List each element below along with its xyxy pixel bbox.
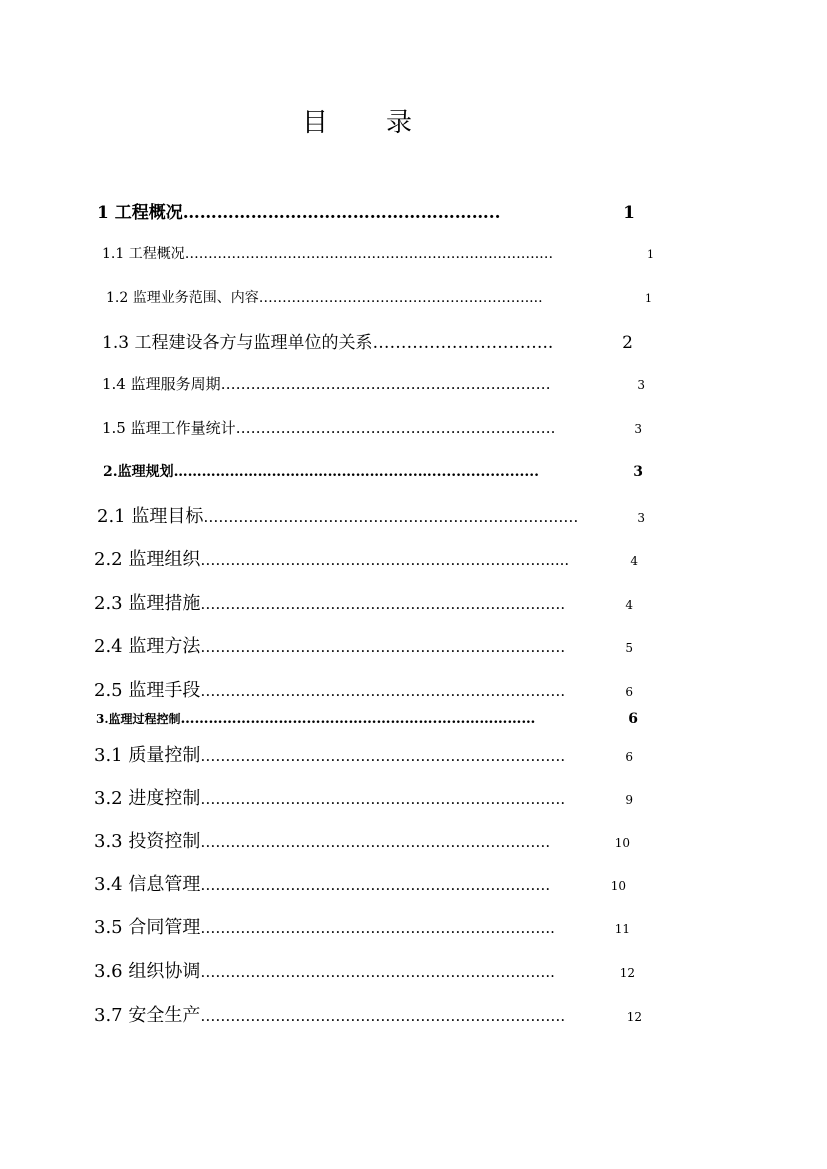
- toc-entry-label: 2.监理规划: [103, 464, 174, 480]
- toc-entry-1-3[interactable]: [102, 328, 633, 353]
- toc-entry-page: 12: [626, 1010, 642, 1024]
- toc-entry-page: 3: [637, 378, 645, 392]
- toc-entry-3-2[interactable]: [94, 784, 633, 810]
- toc-entry-leader: …………………………………………………………: [220, 375, 551, 393]
- toc-entry-label: 1 工程概况: [97, 203, 183, 223]
- toc-entry-leader: ……………………………………………………….: [235, 419, 556, 437]
- toc-entry-page: 5: [625, 641, 633, 655]
- toc-entry-leader: ……………………………………………………………….: [200, 682, 566, 700]
- toc-entry-page: 10: [610, 879, 626, 893]
- toc-entry-leader: ……………………………………………………………….: [200, 595, 566, 613]
- toc-entry-1[interactable]: [97, 198, 635, 223]
- toc-entry-page: 2: [622, 333, 633, 353]
- toc-entry-page: 3: [633, 464, 643, 480]
- toc-entry-label: 2.3 监理措施: [94, 593, 201, 614]
- toc-entry-leader: …………………………..: [372, 333, 554, 353]
- toc-entry-leader: …………………………………………………....: [258, 290, 543, 306]
- toc-entry-label: 3.2 进度控制: [94, 788, 201, 809]
- toc-entry-3-7[interactable]: [94, 1001, 642, 1027]
- toc-entry-1-4[interactable]: [102, 373, 645, 394]
- toc-entry-label: 1.4 监理服务周期: [102, 375, 221, 393]
- toc-entry-label: 1.5 监理工作量统计: [102, 419, 236, 437]
- toc-entry-page: 10: [614, 836, 630, 850]
- toc-entry-2-5[interactable]: [94, 676, 633, 702]
- toc-entry-leader: ……………………………………………………………….: [200, 638, 566, 656]
- toc-entry-label: 3.监理过程控制: [96, 712, 181, 726]
- toc-entry-2-2[interactable]: [94, 545, 638, 571]
- toc-entry-leader: ………………………………………………..: [182, 203, 501, 223]
- toc-title-part-2: 录: [386, 108, 413, 138]
- toc-entry-page: 9: [625, 793, 633, 807]
- toc-entry-label: 3.6 组织协调: [94, 961, 201, 982]
- toc-entry-page: 1: [645, 292, 652, 305]
- toc-entry-3-3[interactable]: [94, 827, 630, 853]
- toc-entry-1-5[interactable]: [102, 417, 642, 438]
- toc-entry-label: 3.3 投资控制: [94, 831, 201, 852]
- toc-entry-page: 6: [625, 750, 633, 764]
- toc-entry-label: 1.1 工程概况: [102, 246, 185, 262]
- toc-entry-2-1[interactable]: [97, 502, 645, 528]
- toc-entry-page: 4: [630, 554, 638, 568]
- toc-title-part-1: 目: [302, 108, 329, 138]
- toc-entry-3-6[interactable]: [94, 957, 635, 983]
- toc-entry-leader: ……………………………………………………………….: [200, 790, 566, 808]
- toc-entry-2-3[interactable]: [94, 589, 633, 615]
- toc-entry-label: 1.3 工程建设各方与监理单位的关系: [102, 333, 373, 353]
- toc-entry-page: 4: [625, 598, 633, 612]
- toc-entry-page: 6: [628, 711, 638, 727]
- toc-entry-page: 6: [625, 685, 633, 699]
- toc-entry-leader: …………………………………………………………………: [203, 508, 579, 526]
- toc-entry-label: 3.4 信息管理: [94, 874, 201, 895]
- toc-entry-leader: …………………………………………………………….....: [200, 551, 570, 569]
- toc-entry-2[interactable]: [103, 461, 643, 481]
- toc-entry-3-5[interactable]: [94, 913, 630, 939]
- toc-entry-label: 3.5 合同管理: [94, 917, 201, 938]
- toc-entry-label: 2.5 监理手段: [94, 680, 201, 701]
- toc-entry-leader: …………………………………………………………….: [200, 876, 551, 894]
- toc-entry-page: 3: [634, 422, 642, 436]
- toc-entry-1-1[interactable]: [102, 243, 654, 263]
- toc-entry-3-4[interactable]: [94, 870, 626, 896]
- toc-entry-3[interactable]: [96, 710, 638, 727]
- toc-entry-label: 3.1 质量控制: [94, 745, 201, 766]
- toc-entry-label: 2.2 监理组织: [94, 549, 201, 570]
- toc-entry-label: 2.4 监理方法: [94, 636, 201, 657]
- toc-entry-leader: ……………………………………………………………….: [200, 1007, 566, 1025]
- toc-entry-label: 1.2 监理业务范围、内容: [106, 290, 259, 306]
- toc-entry-leader: ……………………………………………………………….: [200, 747, 566, 765]
- toc-entry-label: 3.7 安全生产: [94, 1005, 201, 1026]
- toc-entry-1-2[interactable]: [106, 287, 652, 307]
- toc-entry-page: 1: [623, 203, 635, 223]
- toc-entry-2-4[interactable]: [94, 632, 633, 658]
- toc-entry-leader: ……………………………………………….…………………: [180, 711, 536, 727]
- toc-entry-page: 1: [647, 248, 654, 261]
- toc-entry-label: 2.1 监理目标: [97, 506, 204, 527]
- toc-entry-page: 3: [637, 511, 645, 525]
- toc-entry-leader: ……………………………………………………………..: [200, 919, 555, 937]
- toc-entry-page: 11: [614, 922, 630, 936]
- toc-entry-leader: ……………………………………………………………..: [200, 963, 555, 981]
- toc-entry-page: 12: [619, 966, 635, 980]
- toc-entry-leader: ……………………………………….......…......................: [173, 464, 539, 480]
- toc-entry-leader: ………………………………………………………………….…: [184, 246, 554, 262]
- toc-entry-3-1[interactable]: [94, 741, 633, 767]
- toc-entry-leader: …………………………………………………………….: [200, 833, 551, 851]
